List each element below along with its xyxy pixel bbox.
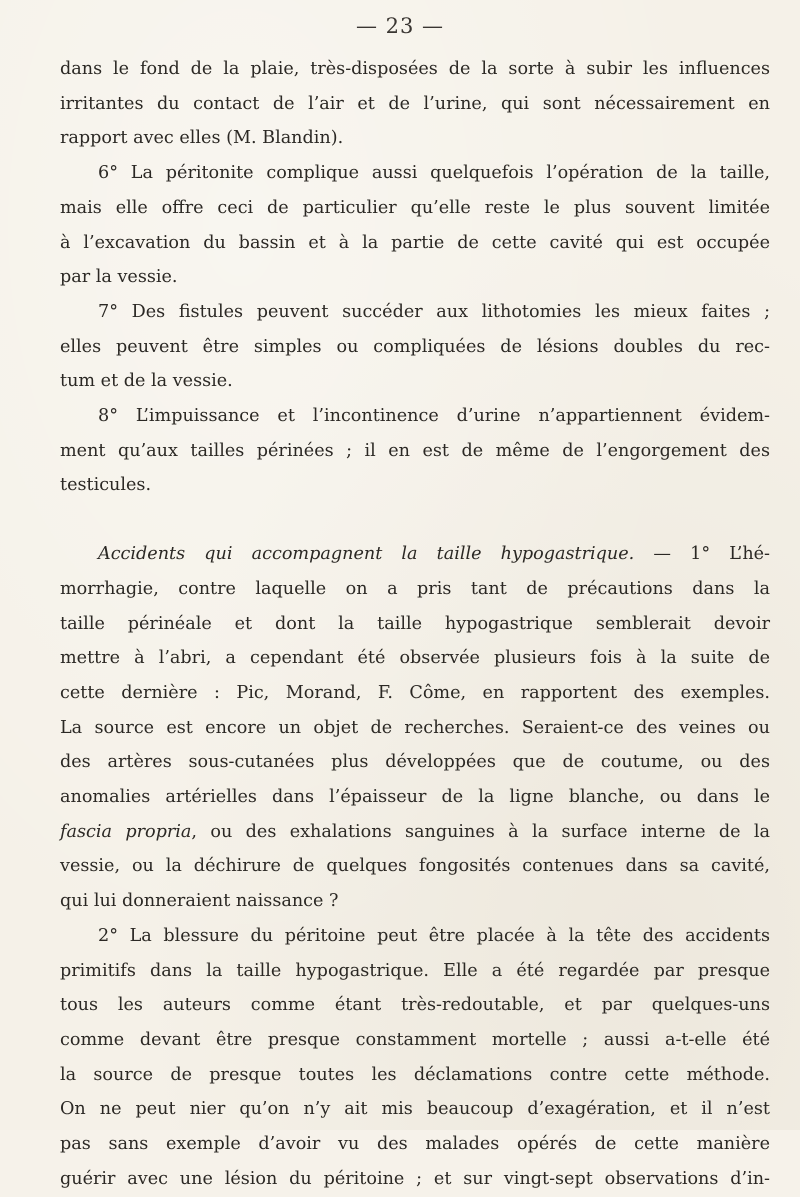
text-line: On ne peut nier qu’on n’y ait mis beaucoup d’exagération, et il n’est	[60, 1099, 770, 1120]
text-line: mettre à l’abri, a cependant été observée plusieurs fois à la suite de	[60, 648, 770, 669]
text-line: cette dernière : Pic, Morand, F. Côme, en rapportent des exemples.	[60, 682, 770, 703]
paragraph	[60, 52, 770, 156]
text-line: morrhagie, contre laquelle on a pris tant de précautions dans la	[60, 578, 770, 599]
text-line: tous les auteurs comme étant très-redoutable, et par quelques-uns	[60, 995, 770, 1016]
text-line: 2° La blessure du péritoine peut être placée à la tête des accidents	[98, 925, 770, 946]
paragraph	[60, 295, 770, 399]
text-fragment: — 1° L’hé-	[634, 544, 771, 565]
text-line: mais elle offre ceci de particulier qu’elle reste le plus souvent limitée	[60, 197, 770, 218]
text-line: 6° La péritonite complique aussi quelquefois l’opération de la taille,	[98, 163, 770, 184]
italic-term: fascia propria	[60, 821, 192, 842]
text-line: 8° L’impuissance et l’incontinence d’urine n’appartiennent évidem-	[98, 406, 770, 427]
text-line: par la vessie.	[60, 267, 178, 288]
text-line	[60, 815, 770, 850]
text-line: qui lui donneraient naissance ?	[60, 891, 339, 912]
text-line	[60, 537, 770, 572]
text-line: pas sans exemple d’avoir vu des malades opérés de cette manière	[60, 1134, 770, 1155]
text-line: à l’excavation du bassin et à la partie de cette cavité qui est occupée	[60, 232, 770, 253]
text-line: dans le fond de la plaie, très-disposées de la sorte à subir les influences	[60, 59, 770, 79]
paragraph	[60, 399, 770, 503]
paragraph	[60, 156, 770, 295]
text-line: irritantes du contact de l’air et de l’urine, qui sont nécessairement en	[60, 93, 770, 114]
paragraph-section-start	[60, 537, 770, 919]
text-line: vessie, ou la déchirure de quelques fongosités contenues dans sa cavité,	[60, 856, 770, 877]
text-line: la source de presque toutes les déclamations contre cette méthode.	[60, 1064, 770, 1085]
text-line: elles peuvent être simples ou compliquées de lésions doubles du rec-	[60, 336, 770, 357]
paragraph	[60, 919, 770, 1197]
text-line: guérir avec une lésion du péritoine ; et sur vingt-sept observations d’in-	[60, 1168, 770, 1189]
body-text	[60, 52, 770, 1197]
text-line: anomalies artérielles dans l’épaisseur de la ligne blanche, ou dans le	[60, 787, 770, 808]
text-line: comme devant être presque constamment mortelle ; aussi a-t-elle été	[60, 1029, 770, 1050]
page-number: — 23 —	[355, 14, 445, 38]
text-line: primitifs dans la taille hypogastrique. Elle a été regardée par presque	[60, 960, 770, 981]
text-line: ment qu’aux tailles périnées ; il en est de même de l’engorgement des	[60, 440, 770, 461]
text-fragment: , ou des exhalations sanguines à la surface interne de la	[191, 821, 770, 842]
text-line: rapport avec elles (M. Blandin).	[60, 128, 344, 149]
text-line: La source est encore un objet de recherches. Seraient-ce des veines ou	[60, 717, 770, 738]
text-line: des artères sous-cutanées plus développées que de coutume, ou des	[60, 752, 770, 773]
text-line: taille périnéale et dont la taille hypogastrique semblerait devoir	[60, 613, 770, 634]
text-line: testicules.	[60, 475, 152, 496]
text-line: tum et de la vessie.	[60, 371, 233, 392]
section-heading: Accidents qui accompagnent la taille hypogastrique.	[98, 544, 635, 565]
text-line: 7° Des fistules peuvent succéder aux lithotomies les mieux faites ;	[98, 301, 770, 322]
